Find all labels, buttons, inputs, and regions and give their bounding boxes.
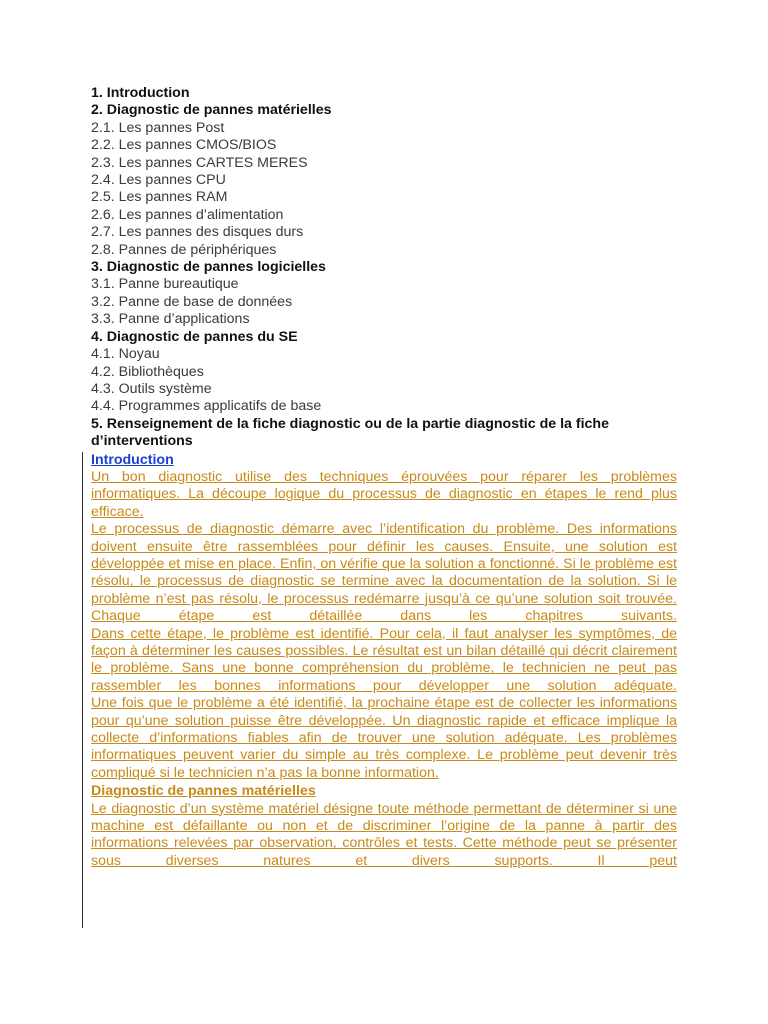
table-of-contents: [91, 85, 677, 451]
toc-item: 3. Diagnostic de pannes logicielles: [91, 259, 326, 276]
toc-item: 2. Diagnostic de pannes matérielles: [91, 102, 332, 119]
paragraph: Dans cette étape, le problème est identifié. Pour cela, il faut analyser les symptômes, de façon à déterminer les causes possibles. Le résultat est un bilan détaillé qui décrit clairement le problème. Sans une bonne compréhension du problème, le technicien ne peut pas rassembler les bonnes informations pour développer une solution adéquate.: [91, 625, 677, 694]
toc-subitem: 4.2. Bibliothèques: [91, 363, 204, 380]
toc-subitem: 2.5. Les pannes RAM: [91, 189, 228, 206]
section-body-hardware: [91, 801, 677, 871]
toc-subitem: 2.8. Pannes de périphériques: [91, 241, 277, 258]
toc-subitem: 4.4. Programmes applicatifs de base: [91, 398, 322, 415]
toc-subitem: 2.4. Les pannes CPU: [91, 172, 226, 189]
toc-item: 4. Diagnostic de pannes du SE: [91, 328, 298, 345]
section-heading-introduction[interactable]: Introduction: [91, 451, 174, 468]
paragraph: Un bon diagnostic utilise des techniques éprouvées pour réparer les problèmes informatiques. La découpe logique du processus de diagnostic en étapes le rend plus efficace.: [91, 468, 677, 520]
toc-subitem: 2.1. Les pannes Post: [91, 119, 225, 136]
document-page: [91, 85, 677, 870]
toc-subitem: 2.2. Les pannes CMOS/BIOS: [91, 137, 277, 154]
section-heading-hardware[interactable]: Diagnostic de pannes matérielles: [91, 783, 316, 800]
toc-subitem: 4.3. Outils système: [91, 380, 212, 397]
paragraph: Le processus de diagnostic démarre avec l’identification du problème. Des informations doivent ensuite être rassemblées pour définir les causes. Ensuite, une solution est développée et mise en place. Enfin, on vérifie que la solution a fonctionné. Si le problème est résolu, le processus de diagnostic se termine avec la documentation de la solution. Si le problème n’est pas résolu, le processus redémarre jusqu’à ce qu’une solution soit trouvée. Chaque étape est détaillée dans les chapitres suivants.: [91, 521, 677, 625]
toc-subitem: 3.2. Panne de base de données: [91, 293, 293, 310]
margin-change-bar: [82, 452, 83, 928]
toc-subitem: 2.6. Les pannes d’alimentation: [91, 206, 284, 223]
toc-item: 5. Renseignement de la fiche diagnostic ou de la partie diagnostic de la fiche d’interventions: [91, 415, 609, 450]
toc-item: 1. Introduction: [91, 85, 190, 101]
paragraph: Une fois que le problème a été identifié, la prochaine étape est de collecter les informations pour qu’une solution puisse être développée. Un diagnostic rapide et efficace implique la collecte d’informations fiables afin de trouver une solution adéquate. Les problèmes informatiques peuvent varier du simple au très complexe. Le problème peut devenir très compliqué si le technicien n’a pas la bonne information.: [91, 695, 677, 781]
toc-subitem: 3.3. Panne d’applications: [91, 311, 250, 328]
toc-subitem: 3.1. Panne bureautique: [91, 276, 239, 293]
toc-subitem: 2.3. Les pannes CARTES MERES: [91, 154, 308, 171]
toc-subitem: 2.7. Les pannes des disques durs: [91, 224, 304, 241]
section-body-introduction: [91, 469, 677, 782]
paragraph: Le diagnostic d’un système matériel désigne toute méthode permettant de déterminer si une machine est défaillante ou non et de discriminer l’origine de la panne à partir des informations relevées par observation, contrôles et tests. Cette méthode peut se présenter sous diverses natures et divers supports. Il peut: [91, 800, 677, 869]
toc-subitem: 4.1. Noyau: [91, 346, 160, 363]
